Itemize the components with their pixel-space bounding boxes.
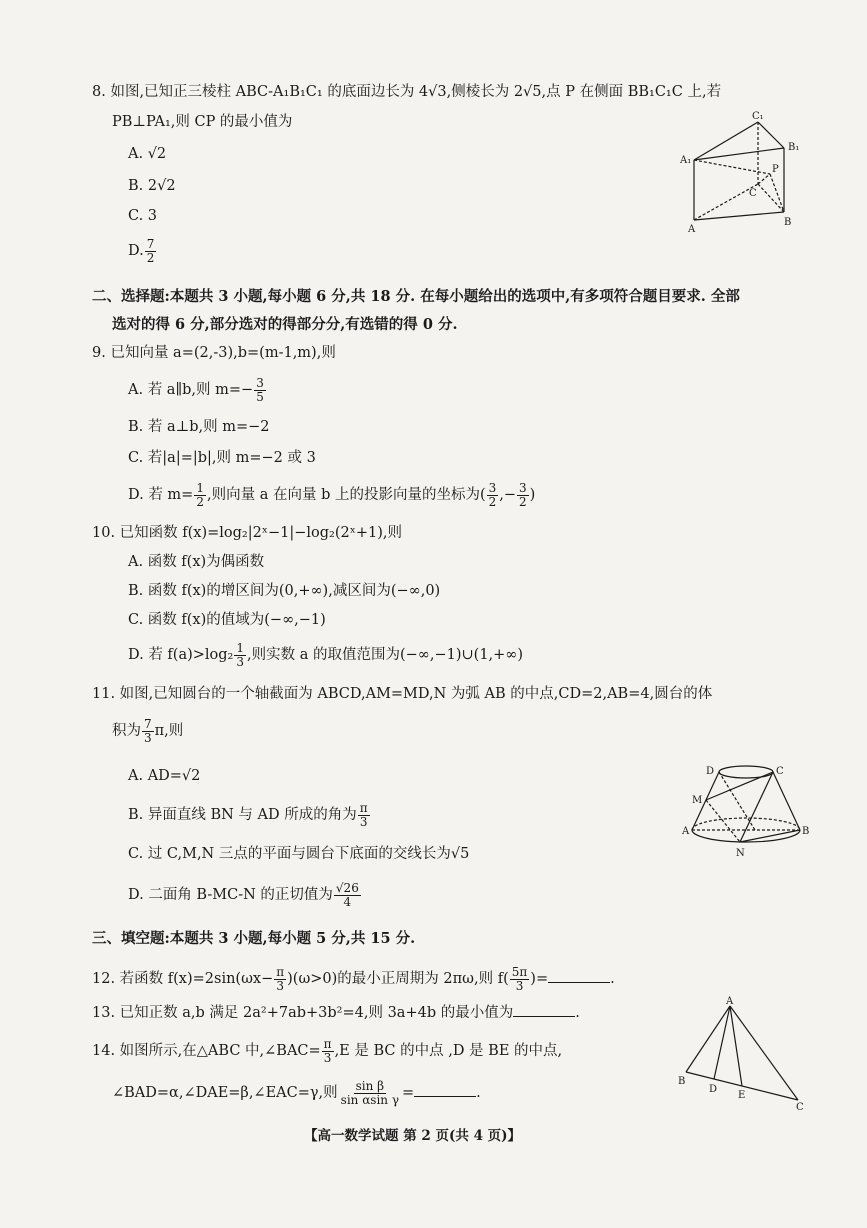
q11-option-c: C. 过 C,M,N 三点的平面与圆台下底面的交线长为√5	[128, 846, 470, 862]
triangle-figure	[676, 996, 816, 1114]
q8-option-a: A. √2	[128, 146, 167, 162]
q9-option-b: B. 若 a⊥b,则 m=−2	[128, 419, 270, 435]
fraction: $\frac{\text{sin β}}{\text{sin αsin γ}}$	[340, 1079, 400, 1107]
label-n: N	[736, 848, 745, 859]
fraction: $\frac{3}{2}$	[519, 481, 527, 509]
section2-line2: 选对的得 6 分,部分选对的得部分分,有选错的得 0 分.	[112, 316, 458, 333]
q8-line1: 8. 如图,已知正三棱柱 ABC-A₁B₁C₁ 的底面边长为 4√3,侧棱长为 2√5,点 P 在侧面 BB₁C₁C 上,若	[92, 84, 722, 100]
q10-option-d: D. 若 f(a)>log₂ $\frac{1}{3}$ ,则实数 a 的取值范围为(−∞,−1)∪(1,+∞)	[128, 641, 524, 669]
label-a: A	[688, 224, 696, 235]
q8-line2: PB⊥PA₁,则 CP 的最小值为	[112, 114, 293, 130]
label-c: C	[749, 188, 757, 199]
fraction: $\frac{5\pi}{3}$	[511, 965, 528, 993]
label-b: B	[802, 826, 810, 837]
q10-option-b: B. 函数 f(x)的增区间为(0,+∞),减区间为(−∞,0)	[128, 583, 441, 599]
q10-option-a: A. 函数 f(x)为偶函数	[128, 554, 265, 570]
q9-option-a: A. 若 a∥b,则 m=− $\frac{3}{5}$	[128, 376, 264, 404]
page-footer: 【高一数学试题 第 2 页(共 4 页)】	[304, 1128, 522, 1144]
q10-stem: 10. 已知函数 f(x)=log₂|2ˣ−1|−log₂(2ˣ+1),则	[92, 525, 403, 541]
q12-text: 12. 若函数 f(x)=2sin(ωx− $\frac{\pi}{3}$ )(ω>0)的最小正周期为 2πω,则 f( $\frac{5\pi}{3}$ )= .	[92, 965, 615, 993]
label-b: B	[678, 1076, 686, 1087]
q14-line2: ∠BAD=α,∠DAE=β,∠EAC=γ,则 $\frac{\text{sin β}}{\text{sin αsin γ}}$ = .	[112, 1079, 481, 1107]
q9-stem: 9. 已知向量 a=(2,-3),b=(m-1,m),则	[92, 345, 336, 361]
q9-option-c: C. 若|a|=|b|,则 m=−2 或 3	[128, 450, 316, 466]
label-p: P	[772, 164, 779, 175]
answer-blank	[548, 970, 610, 983]
fraction: $\frac{7}{2}$	[146, 237, 155, 265]
label-a: A	[726, 996, 734, 1007]
q8-option-b: B. 2√2	[128, 178, 176, 194]
label-a: A	[682, 826, 690, 837]
fraction: $\frac{1}{3}$	[236, 641, 245, 669]
label-a1: A₁	[680, 155, 692, 166]
label-d: D	[706, 766, 715, 777]
label-c: C	[776, 766, 784, 777]
fraction: $\frac{3}{5}$	[256, 376, 264, 404]
q10-option-c: C. 函数 f(x)的值域为(−∞,−1)	[128, 612, 326, 628]
q11-option-a: A. AD=√2	[128, 768, 201, 784]
frustum-figure	[680, 760, 810, 860]
label-e: E	[738, 1090, 746, 1101]
fraction: $\frac{\pi}{3}$	[323, 1037, 332, 1065]
q9-option-d: D. 若 m= $\frac{1}{2}$ ,则向量 a 在向量 b 上的投影向量的坐标为( $\frac{3}{2}$ ,− $\frac{3}{2}$ )	[128, 481, 536, 509]
label-d: D	[709, 1084, 718, 1095]
section3-title: 三、填空题:本题共 3 小题,每小题 5 分,共 15 分.	[92, 930, 416, 947]
q11-option-b: B. 异面直线 BN 与 AD 所成的角为 $\frac{\pi}{3}$	[128, 801, 368, 829]
q8-option-c: C. 3	[128, 208, 158, 224]
section2-line1: 二、选择题:本题共 3 小题,每小题 6 分,共 18 分. 在每小题给出的选项中,有多项符合题目要求. 全部	[92, 288, 740, 305]
label-b: B	[784, 217, 792, 228]
label-c: C	[796, 1102, 804, 1113]
fraction: $\frac{\pi}{3}$	[276, 965, 285, 993]
q11-line2: 积为 $\frac{7}{3}$ π,则	[112, 717, 184, 745]
q14-line1: 14. 如图所示,在△ABC 中,∠BAC= $\frac{\pi}{3}$ ,E 是 BC 的中点 ,D 是 BE 的中点,	[92, 1037, 563, 1065]
q11-option-d: D. 二面角 B-MC-N 的正切值为 $\frac{√26}{4}$	[128, 881, 359, 909]
label-b1: B₁	[788, 142, 800, 153]
prism-figure	[672, 110, 802, 235]
label-c1: C₁	[752, 111, 764, 122]
q13-text: 13. 已知正数 a,b 满足 2a²+7ab+3b²=4,则 3a+4b 的最小值为 .	[92, 1005, 580, 1021]
fraction: $\frac{1}{2}$	[196, 481, 204, 509]
fraction: $\frac{√26}{4}$	[335, 881, 359, 909]
q8-option-d: D. $\frac{7}{2}$	[128, 237, 155, 265]
answer-blank	[414, 1084, 476, 1097]
fraction: $\frac{\pi}{3}$	[359, 801, 368, 829]
answer-blank	[513, 1004, 575, 1017]
fraction: $\frac{7}{3}$	[144, 717, 152, 745]
label-m: M	[692, 795, 703, 806]
fraction: $\frac{3}{2}$	[488, 481, 497, 509]
q11-line1: 11. 如图,已知圆台的一个轴截面为 ABCD,AM=MD,N 为弧 AB 的中点,CD=2,AB=4,圆台的体	[92, 686, 713, 702]
